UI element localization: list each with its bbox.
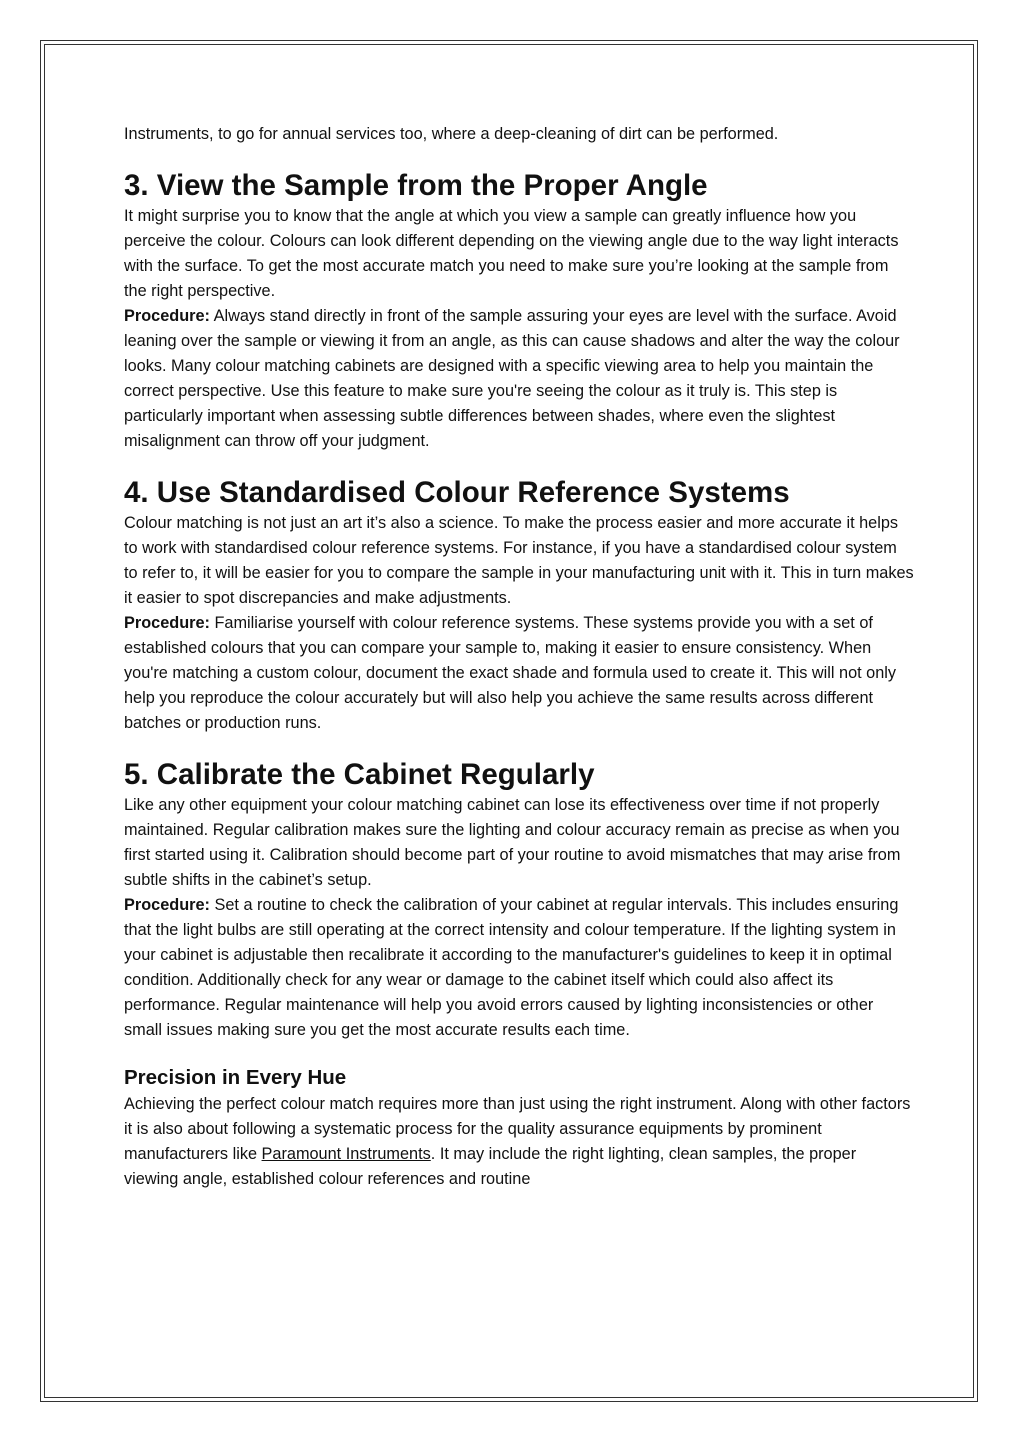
procedure-label: Procedure: (124, 896, 210, 914)
section-body: Like any other equipment your colour matching cabinet can lose its effectiveness over time if not properly maintained. Regular calibration makes sure the lighting and colour accuracy remain as precise as when you first started using it. Calibration should become part of your routine to avoid mismatches that may arise from subtle shifts in the cabinet’s setup. (124, 796, 901, 889)
procedure-paragraph (124, 611, 914, 736)
closing-text-after: . It may include the right lighting, clean samples, the proper viewing angle, established colour references and routine (124, 1145, 857, 1188)
closing-paragraph (124, 1092, 914, 1192)
procedure-label: Procedure: (124, 614, 210, 632)
section-heading: 5. Calibrate the Cabinet Regularly (124, 758, 595, 791)
section-reference-systems (124, 476, 914, 736)
intro-line: Instruments, to go for annual services too, where a deep-cleaning of dirt can be performed. (124, 125, 779, 143)
section-calibrate (124, 758, 914, 1043)
procedure-text: Familiarise yourself with colour reference systems. These systems provide you with a set of established colours that you can compare your sample to, making it easier to ensure consistency. When you're matching a custom colour, document the exact shade and formula used to create it. This will not only help you reproduce the colour accurately but will also help you achieve the same results across different batches or production runs. (124, 614, 897, 732)
section-view-angle (124, 169, 914, 454)
section-body: Colour matching is not just an art it’s also a science. To make the process easier and more accurate it helps to work with standardised colour reference systems. For instance, if you have a standardised colour system to refer to, it will be easier for you to compare the sample in your manufacturing unit with it. This in turn makes it easier to spot discrepancies and make adjustments. (124, 514, 914, 607)
section-body: It might surprise you to know that the angle at which you view a sample can greatly influence how you perceive the colour. Colours can look different depending on the viewing angle due to the way light interacts with the surface. To get the most accurate match you need to make sure you’re looking at the sample from the right perspective. (124, 207, 899, 300)
procedure-text: Set a routine to check the calibration of your cabinet at regular intervals. This includes ensuring that the light bulbs are still operating at the correct intensity and colour temperature. If the lighting system in your cabinet is adjustable then recalibrate it according to the manufacturer's guidelines to keep it in optimal condition. Additionally check for any wear or damage to the cabinet itself which could also affect its performance. Regular maintenance will help you avoid errors caused by lighting inconsistencies or other small issues making sure you get the most accurate results each time. (124, 896, 899, 1039)
procedure-paragraph (124, 304, 914, 454)
procedure-paragraph (124, 893, 914, 1043)
paramount-instruments-link[interactable]: Paramount Instruments (261, 1145, 431, 1163)
document-content (124, 122, 914, 1192)
section-precision (124, 1065, 914, 1192)
section-heading: 3. View the Sample from the Proper Angle (124, 169, 708, 202)
procedure-label: Procedure: (124, 307, 210, 325)
section-heading: 4. Use Standardised Colour Reference Systems (124, 476, 790, 509)
closing-text-before: Achieving the perfect colour match requires more than just using the right instrument. Along with other factors it is also about following a systematic process for the quality assurance equipments by prominent manufacturers like (124, 1095, 911, 1163)
subsection-heading: Precision in Every Hue (124, 1066, 347, 1089)
procedure-text: Always stand directly in front of the sample assuring your eyes are level with the surface. Avoid leaning over the sample or viewing it from an angle, as this can cause shadows and alter the way the colour looks. Many colour matching cabinets are designed with a specific viewing area to help you maintain the correct perspective. Use this feature to make sure you're seeing the colour as it truly is. This step is particularly important when assessing subtle differences between shades, where even the slightest misalignment can throw off your judgment. (124, 307, 900, 450)
